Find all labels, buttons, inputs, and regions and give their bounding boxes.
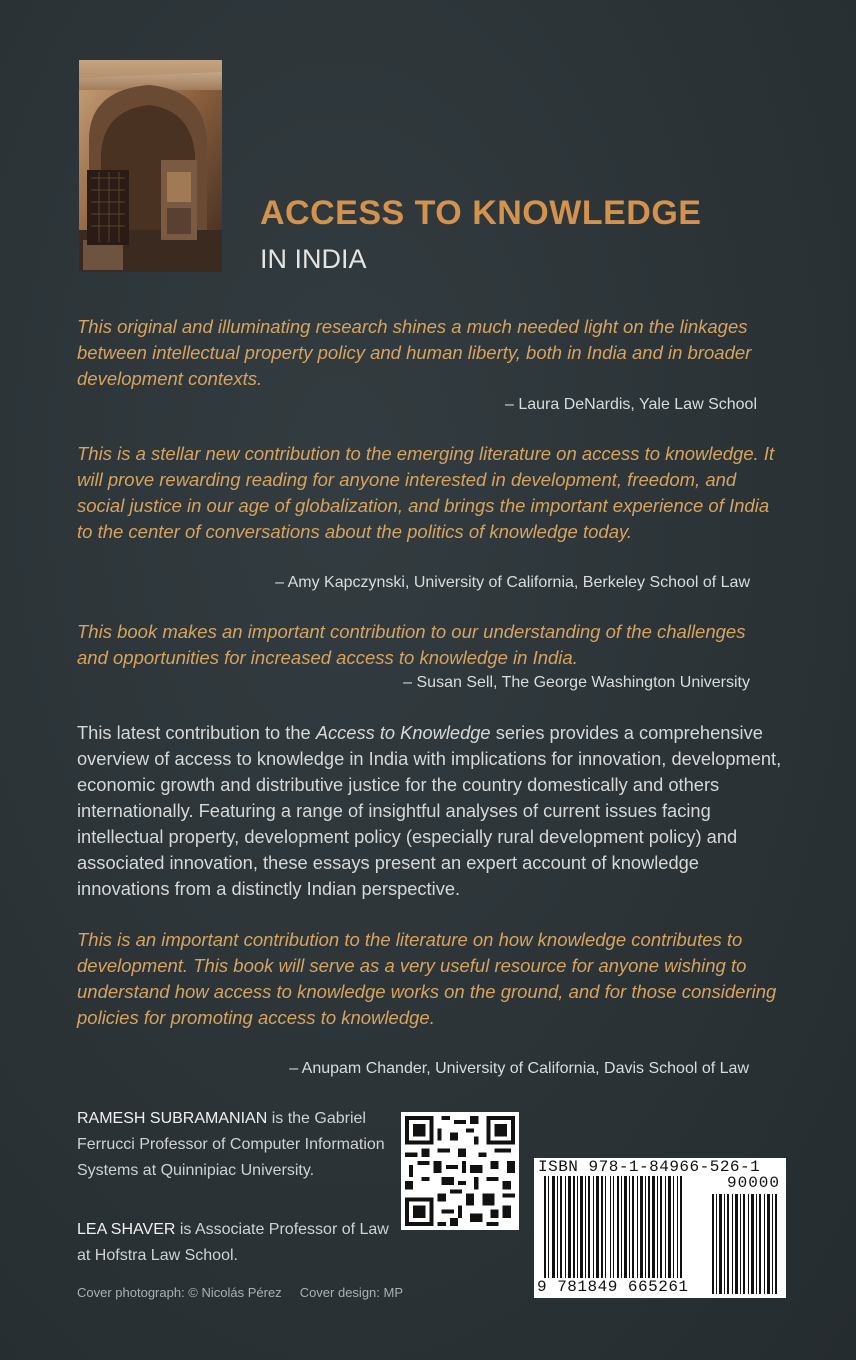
- author-description: is the Gabriel Ferrucci Professor of Computer Information Systems at Quinnipiac University.: [77, 1110, 385, 1179]
- isbn-number: ISBN 978-1-84966-526-1: [538, 1158, 761, 1176]
- endorsement-quote: This book makes an important contribution to our understanding of the challenges and opportunities for increased access to knowledge in India.: [77, 621, 746, 668]
- endorsement-attribution: – Amy Kapczynski, University of California, Berkeley School of Law: [275, 574, 750, 591]
- ean-barcode-icon: [538, 1176, 698, 1294]
- book-description: [77, 720, 792, 902]
- endorsement-quote: This original and illuminating research shines a much needed light on the linkages between intellectual property policy and human liberty, both in India and in broader development contexts.: [77, 316, 752, 389]
- addon-barcode-icon: [710, 1194, 780, 1294]
- series-name: Access to Knowledge: [315, 722, 491, 743]
- book-title: ACCESS TO KNOWLEDGE: [260, 194, 702, 232]
- author-bio: [77, 1217, 397, 1269]
- endorsement-attribution: – Anupam Chander, University of California, Davis School of Law: [289, 1060, 749, 1077]
- book-subtitle: IN INDIA: [260, 244, 367, 274]
- isbn-barcode: [534, 1158, 786, 1298]
- qr-code[interactable]: [401, 1112, 519, 1230]
- author-name: RAMESH SUBRAMANIAN: [77, 1110, 268, 1127]
- author-description: is Associate Professor of Law at Hofstra Law School.: [77, 1221, 389, 1264]
- endorsement-quote: This is a stellar new contribution to the emerging literature on access to knowledge. It will prove rewarding reading for anyone interested in development, freedom, and social justice in our age of globalization, and brings the important experience of India to the center of conversations about the politics of knowledge today.: [77, 443, 775, 542]
- endorsement-quote: This is an important contribution to the literature on how knowledge contributes to development. This book will serve as a very useful resource for anyone wishing to understand how access to knowledge works on the ground, and for those considering policies for promoting access to knowledge.: [77, 929, 777, 1028]
- archway-photo-icon: [79, 60, 222, 272]
- design-credit: Cover design: MP: [299, 1285, 404, 1300]
- author-name: LEA SHAVER: [77, 1221, 176, 1238]
- description-text: This latest contribution to the: [77, 722, 316, 743]
- endorsement-attribution: – Laura DeNardis, Yale Law School: [505, 396, 757, 413]
- photo-credit: Cover photograph: © Nicolás Pérez: [77, 1285, 282, 1300]
- cover-photo: [79, 60, 222, 272]
- endorsement-attribution: – Susan Sell, The George Washington University: [403, 674, 750, 691]
- description-text: series provides a comprehensive overview of access to knowledge in India with implications for innovation, development, economic growth and distributive justice for the country domestically and others internationally. Featuring a range of insightful analyses of current issues facing intellectual property, development policy (especially rural development policy) and associated innovation, these essays present an expert account of knowledge innovations from a distinctly Indian perspective.: [77, 722, 782, 899]
- price-code: 90000: [726, 1174, 780, 1192]
- cover-credits: [77, 1285, 403, 1300]
- qr-code-icon: [401, 1112, 519, 1230]
- author-bio: [77, 1106, 397, 1184]
- ean-number: 9 781849 665261: [537, 1278, 689, 1296]
